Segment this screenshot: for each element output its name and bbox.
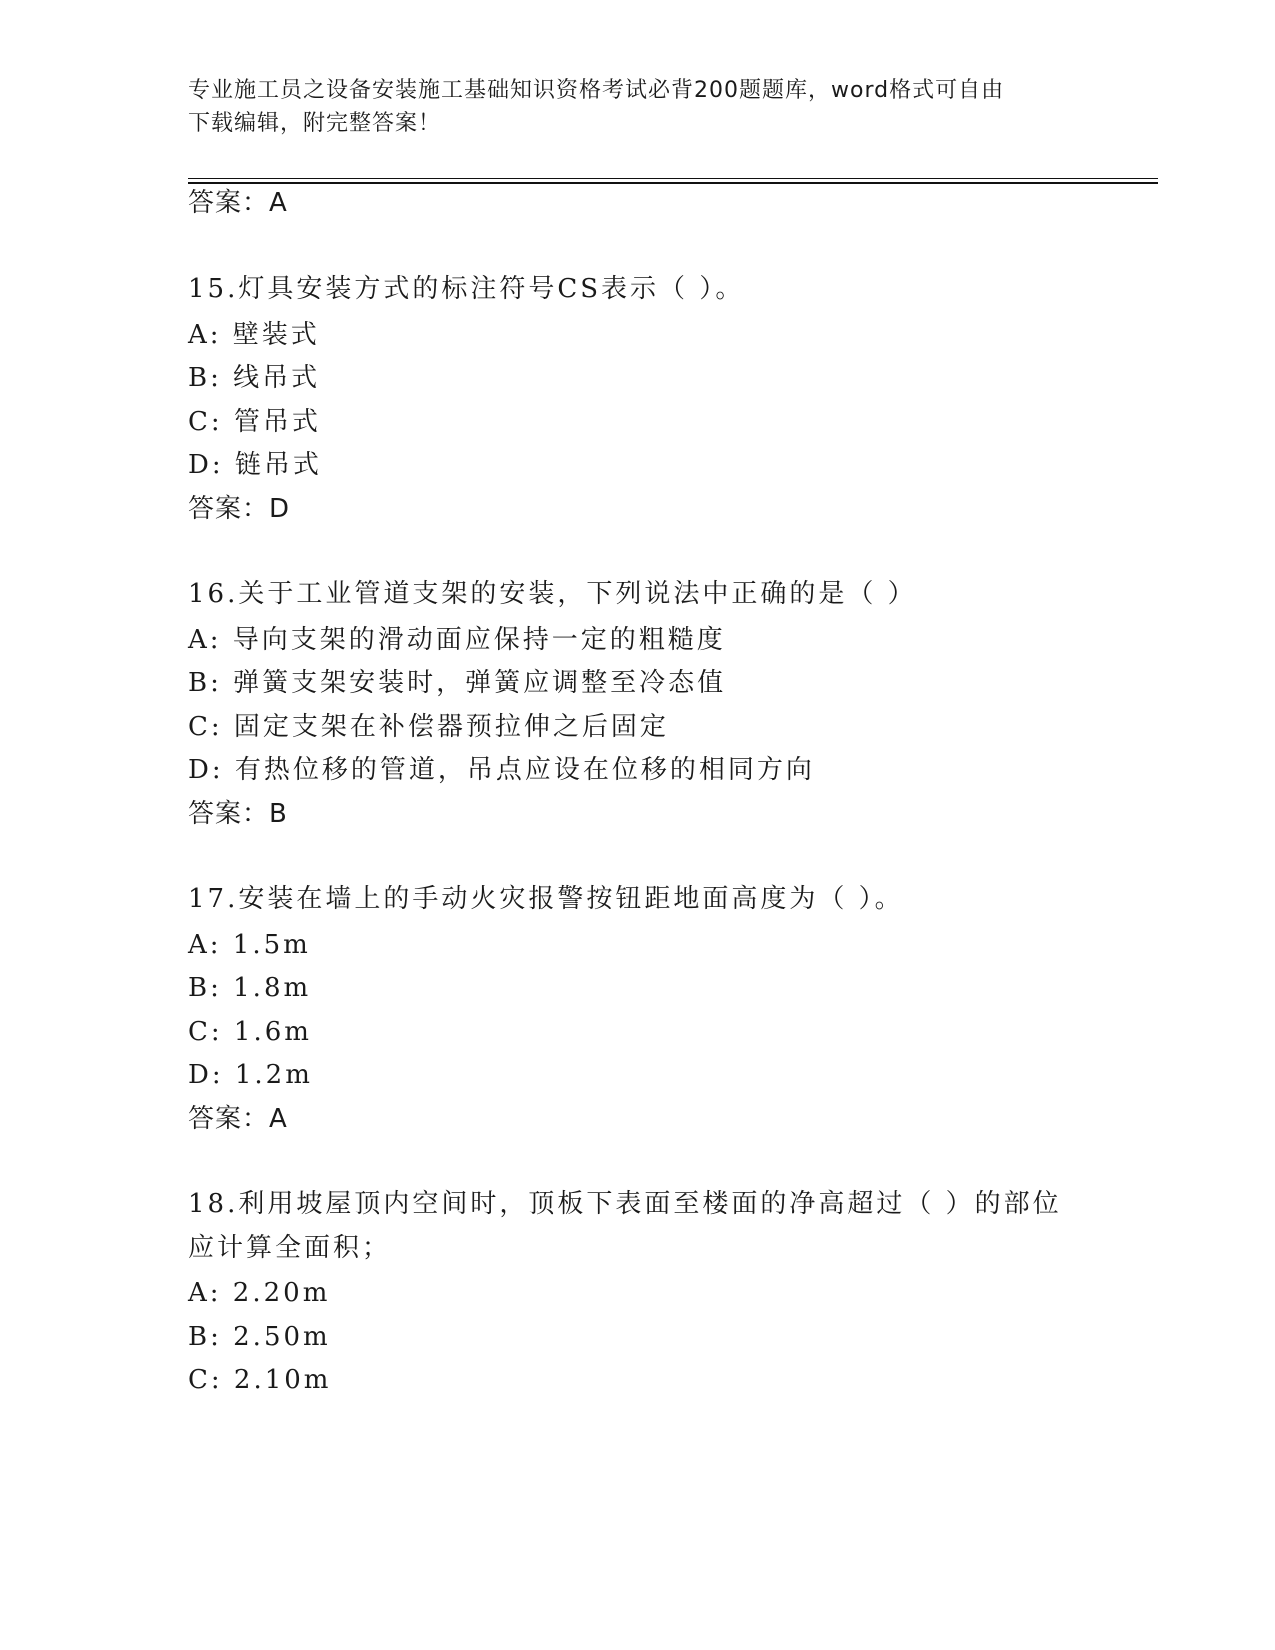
question-16-stem: 16.关于工业管道支架的安装，下列说法中正确的是（ ） <box>188 579 917 609</box>
question-16-option-a: A: 导向支架的滑动面应保持一定的粗糙度 <box>188 625 726 655</box>
question-16-option-c: C: 固定支架在补偿器预拉伸之后固定 <box>188 712 669 742</box>
question-16-option-b: B: 弹簧支架安装时，弹簧应调整至冷态值 <box>188 668 727 698</box>
question-15-option-a: A: 壁装式 <box>188 320 320 350</box>
question-16-option-d: D: 有热位移的管道，吊点应设在位移的相同方向 <box>188 755 815 785</box>
question-18-stem-line-2: 应计算全面积； <box>188 1233 392 1263</box>
question-18-option-c: C: 2.10m <box>188 1365 332 1395</box>
header-divider-thin <box>188 178 1158 179</box>
question-17-option-c: C: 1.6m <box>188 1017 312 1047</box>
answer-previous: 答案：A <box>188 188 288 218</box>
question-15-answer: 答案：D <box>188 494 291 524</box>
header-line-2: 下载编辑，附完整答案！ <box>188 111 442 136</box>
question-15-option-c: C: 管吊式 <box>188 407 321 437</box>
document-header <box>188 74 1068 140</box>
question-15-option-d: D: 链吊式 <box>188 450 322 480</box>
question-17-stem: 17.安装在墙上的手动火灾报警按钮距地面高度为（ ）。 <box>188 884 904 914</box>
question-16-answer: 答案：B <box>188 799 288 829</box>
question-15-option-b: B: 线吊式 <box>188 363 321 393</box>
question-17-answer: 答案：A <box>188 1104 288 1134</box>
question-18-stem-line-1: 18.利用坡屋顶内空间时，顶板下表面至楼面的净高超过（ ）的部位 <box>188 1189 1062 1219</box>
header-divider-thick <box>188 182 1158 184</box>
header-line-1: 专业施工员之设备安装施工基础知识资格考试必背200题题库，word格式可自由 <box>188 78 1005 103</box>
question-15-stem: 15.灯具安装方式的标注符号CS表示（ ）。 <box>188 274 745 304</box>
question-17-option-b: B: 1.8m <box>188 973 312 1003</box>
question-17-option-d: D: 1.2m <box>188 1060 313 1090</box>
question-17-option-a: A: 1.5m <box>188 930 311 960</box>
question-18-option-b: B: 2.50m <box>188 1322 331 1352</box>
question-18-option-a: A: 2.20m <box>188 1278 331 1308</box>
